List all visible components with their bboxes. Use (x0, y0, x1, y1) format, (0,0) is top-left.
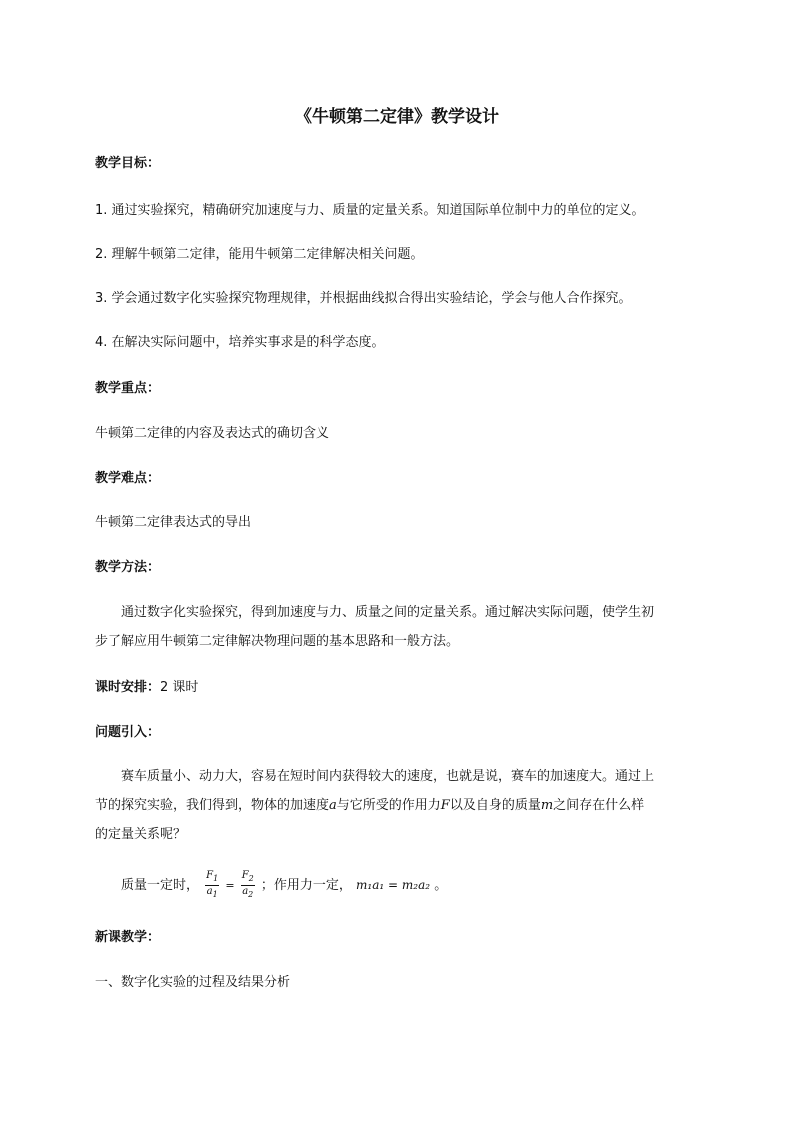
key-point-heading: 教学重点： (95, 381, 161, 396)
objective-item: 3. 学会通过数字化实验探究物理规律，并根据曲线拟合得出实验结论，学会与他人合作探究。 (95, 291, 632, 306)
method-heading: 教学方法： (95, 560, 161, 575)
fraction-F1-a1 (205, 870, 219, 901)
intro-heading: 问题引入： (95, 725, 161, 740)
document-title: 《牛顿第二定律》教学设计 (295, 107, 499, 127)
difficulty-heading: 教学难点： (95, 471, 161, 486)
new-lesson-heading: 新课教学： (95, 930, 161, 945)
intro-text: 与它所受的作用力 (336, 798, 441, 813)
fraction-numerator: F (241, 870, 249, 881)
schedule-heading: 课时安排： (95, 680, 161, 695)
variable-a: a (329, 798, 337, 813)
objective-item: 4. 在解决实际问题中，培养实事求是的科学态度。 (95, 335, 385, 350)
intro-paragraph-line (95, 797, 644, 815)
subscript: 2 (248, 890, 254, 899)
formula-mid: ；作用力一定， (260, 878, 352, 893)
intro-text: 节的探究实验，我们得到，物体的加速度 (95, 798, 330, 813)
subscript: 1 (213, 874, 219, 883)
intro-paragraph-line: 赛车质量小、动力大，容易在短时间内获得较大的速度，也就是说，赛车的加速度大。通过上 (121, 769, 655, 784)
equals-sign: = (225, 879, 235, 892)
objective-item: 1. 通过实验探究，精确研究加速度与力、质量的定量关系。知道国际单位制中力的单位的定义。 (95, 203, 645, 218)
objective-item: 2. 理解牛顿第二定律，能用牛顿第二定律解决相关问题。 (95, 247, 424, 262)
section-heading: 一、数字化实验的过程及结果分析 (95, 975, 291, 990)
variable-F: F (440, 798, 450, 813)
method-paragraph-line: 步了解应用牛顿第二定律解决物理问题的基本思路和一般方法。 (95, 634, 460, 649)
formula-m1a1-m2a2: m₁a₁ = m₂a₂ (356, 878, 431, 892)
formula-line (121, 870, 447, 901)
subscript: 2 (248, 874, 254, 883)
intro-paragraph-line: 的定量关系呢？ (95, 827, 187, 842)
subscript: 1 (212, 890, 218, 899)
key-point-text: 牛顿第二定律的内容及表达式的确切含义 (95, 426, 330, 441)
schedule-value: 2 课时 (160, 680, 199, 695)
difficulty-text: 牛顿第二定律表达式的导出 (95, 515, 252, 530)
formula-prefix: 质量一定时， (121, 878, 200, 893)
fraction-denominator: a (206, 886, 213, 897)
intro-text: 以及自身的质量 (449, 798, 541, 813)
method-paragraph-line: 通过数字化实验探究，得到加速度与力、质量之间的定量关系。通过解决实际问题，使学生初 (121, 605, 655, 620)
fraction-F2-a2 (241, 870, 255, 901)
objectives-heading: 教学目标： (95, 156, 161, 171)
fraction-denominator: a (242, 886, 249, 897)
formula-end: 。 (434, 878, 448, 893)
intro-text: 之间存在什么样 (553, 798, 645, 813)
variable-m: m (540, 798, 554, 813)
fraction-numerator: F (206, 870, 214, 881)
schedule-row (95, 679, 198, 697)
